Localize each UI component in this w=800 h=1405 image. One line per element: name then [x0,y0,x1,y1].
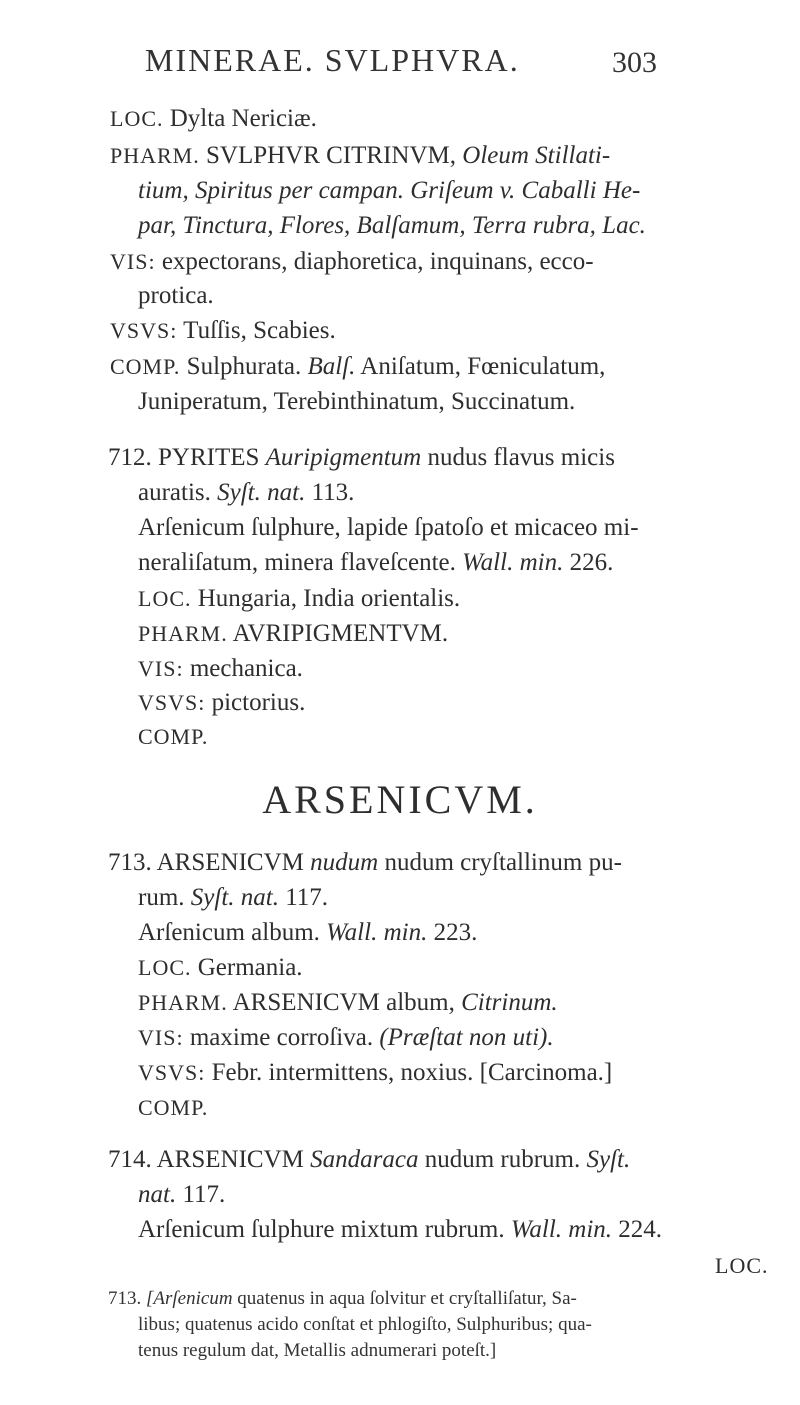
vis-text: expectorans, diaphoretica, inquinans, ecco- [161,248,594,275]
comp-text: Juniperatum, Terebinthinatum, Succinatum. [138,388,576,415]
footnote-lead: [Arſenicum [146,1288,233,1309]
pharm-italic: Griſeum v. Caballi He- [410,177,641,204]
footnote-text: tenus regulum dat, Metallis adnumerari poteſt.] [138,1340,497,1361]
vsus-text: pictorius. [211,689,306,716]
entry-head: ARSENICVM [156,849,304,876]
vis-label: VIS: [138,656,184,681]
entry-712-vsus [138,688,305,718]
entry-713-desc-2 [138,883,328,913]
footnote-line-1 [108,1287,577,1311]
pharm-label: PHARM. [110,143,200,168]
entry-ref: nat. [138,1181,177,1208]
section-title: ARSENICVM. [262,777,538,822]
synonym-ref-number: 223. [433,919,478,946]
synonym-text: Arſenicum album. [138,919,320,946]
page-header [0,42,800,92]
entry-head-italic: Sandaraca [310,1146,419,1173]
pharm-text: ARSENICVM album, [232,989,455,1016]
pharm-italic: Citrinum. [461,989,558,1016]
vsus-text: Tuſſis, Scabies. [183,317,336,344]
entry-number: 713. [108,849,152,876]
entry-714-syn [138,1215,662,1245]
pharm-italic: Spiritus per campan. [194,177,404,204]
entry-desc: rum. [138,884,185,911]
page-number: 303 [612,46,657,79]
vsus-text: Febr. intermittens, noxius. [211,1059,474,1086]
synonym-text: Arſenicum ſulphure mixtum rubrum. [138,1216,505,1243]
vis-italic: (Præſtat non uti). [379,1024,554,1051]
entry-ref: Syſt. nat. [217,479,306,506]
vsus-label: VSVS: [138,1060,206,1085]
comp-label: COMP. [138,1095,209,1120]
comp-label: COMP. [138,724,209,749]
entry-number: 712. [108,444,152,471]
pharm-italic: par, Tinctura, Flores, Balſamum, Terra rubra, Lac. [138,212,646,239]
vis-label: VIS: [138,1025,184,1050]
entry-714-desc-2 [138,1180,225,1210]
entry-712-syn-2 [138,548,613,578]
entry-712-vis [138,654,303,684]
entry-713-syn [138,918,477,948]
loc-label: LOC. [138,955,192,980]
vis-text: mechanica. [189,655,303,682]
sulphur-comp-line [110,352,605,382]
entry-712-syn-1 [138,513,639,543]
entry-desc: nudum cryſtallinum pu- [384,849,622,876]
sulphur-vis-line [110,247,594,277]
loc-text: Dylta Nericiæ. [169,105,317,132]
vsus-extra: [Carcinoma.] [479,1059,613,1086]
catchword: LOC. [715,1253,769,1278]
pharm-label: PHARM. [138,990,228,1015]
entry-head-italic: nudum [310,849,379,876]
entry-desc: nudum rubrum. [424,1146,581,1173]
entry-desc: auratis. [138,479,211,506]
loc-label: LOC. [138,586,192,611]
vsus-label: VSVS: [138,690,206,715]
sulphur-loc-line [110,104,317,134]
entry-712-head [108,443,615,473]
sulphur-pharm-line-2 [138,176,640,206]
entry-ref-number: 113. [311,479,355,506]
entry-number: 714. [108,1146,152,1173]
vis-text: protica. [138,282,214,309]
pharm-italic: tium, [138,177,189,204]
entry-ref: Syſt. nat. [190,884,279,911]
sulphur-pharm-line [110,141,610,171]
entry-713-vsus [138,1058,612,1088]
entry-712-comp [138,722,208,752]
synonym-ref: Wall. min. [326,919,428,946]
entry-713-loc [138,953,303,983]
sulphur-comp-line-2 [138,387,575,417]
footnote-number: 713. [108,1288,142,1309]
entry-712-loc [138,584,460,614]
synonym-text: neraliſatum, minera flaveſcente. [138,549,456,576]
footnote-text: quatenus in aqua ſolvitur et cryſtalliſatur, Sa- [237,1288,577,1309]
synonym-ref-number: 226. [569,549,614,576]
entry-desc: nudus flavus micis [427,444,615,471]
entry-head: PYRITES [158,444,260,471]
entry-713-vis [138,1023,554,1053]
entry-713-comp [138,1093,208,1123]
running-head: MINERAE. SVLPHVRA. [145,42,520,78]
vis-text: maxime corroſiva. [189,1024,374,1051]
entry-head-italic: Auripigmentum [265,444,422,471]
entry-713-head [108,848,622,878]
vsus-label: VSVS: [110,318,178,343]
entry-714-head [108,1145,630,1175]
pharm-text: AVRIPIGMENTVM. [232,620,449,647]
pharm-label: PHARM. [138,621,228,646]
comp-italic: Balſ. [307,353,356,380]
entry-ref-number: 117. [182,1181,226,1208]
sulphur-vis-line-2 [138,281,214,311]
comp-text: Sulphurata. [186,353,302,380]
entry-713-pharm [138,988,558,1018]
entry-head: ARSENICVM [156,1146,304,1173]
synonym-ref-number: 224. [618,1216,663,1243]
entry-ref-number: 117. [285,884,329,911]
comp-text: Aniſatum, Fœniculatum, [360,353,606,380]
pharm-text: SVLPHVR CITRINVM, [206,142,457,169]
entry-ref: Syſt. [586,1146,631,1173]
pharm-italic: Oleum Stillati- [462,142,611,169]
loc-label: LOC. [110,106,164,131]
loc-text: Hungaria, India orientalis. [197,585,461,612]
sulphur-vsus-line [110,316,336,346]
synonym-text: Arſenicum ſulphure, lapide ſpatoſo et micaceo mi- [138,514,639,541]
loc-text: Germania. [197,954,303,981]
comp-label: COMP. [110,354,181,379]
footnote-text: libus; quatenus acido conſtat et phlogiſto, Sulphuribus; qua- [138,1314,592,1335]
entry-712-pharm [138,619,448,649]
footnote-line-2 [138,1313,592,1337]
synonym-ref: Wall. min. [510,1216,613,1243]
entry-712-desc-2 [138,478,354,508]
synonym-ref: Wall. min. [462,549,564,576]
vis-label: VIS: [110,249,156,274]
sulphur-pharm-line-3 [138,211,646,241]
footnote-line-3 [138,1339,496,1363]
